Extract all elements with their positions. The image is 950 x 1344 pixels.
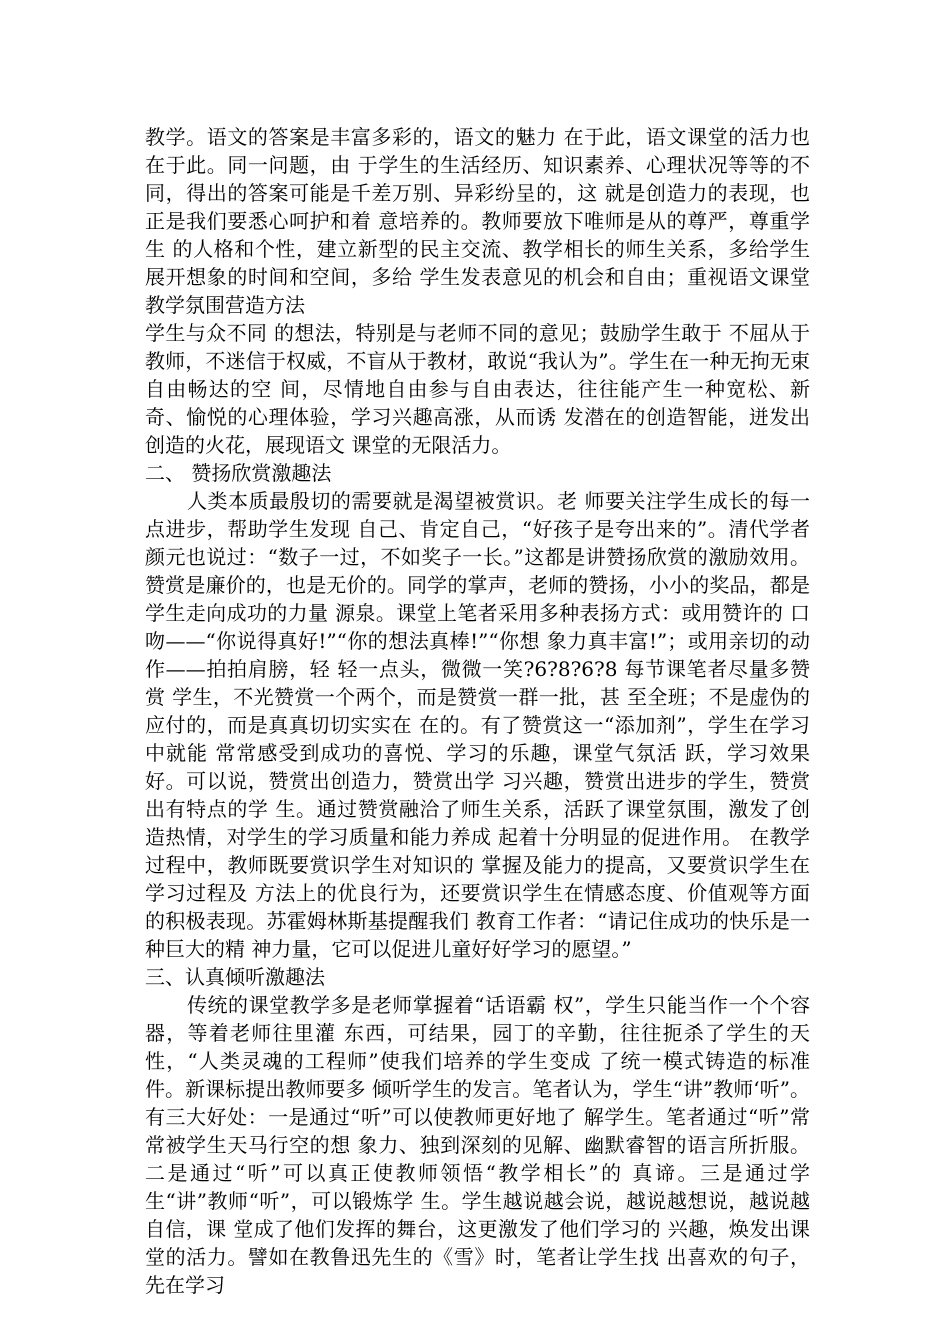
document-body: [145, 123, 810, 1299]
section-heading-praise: 二、 赞扬欣赏激趣法: [145, 461, 332, 485]
paragraph-listen: 传统的课堂教学多是老师掌握着“话语霸 权”，学生只能当作一个个容器，等着老师往里灌 东西，可结果，园丁的辛勤，往往扼杀了学生的天 性，“人类灵魂的工程师”使我们培养的学生变成 了统一模式铸造的标准件。新课标提出教师要多 倾听学生的发言。笔者认为，学生“讲”教师‘听”。有三大好处：一是通过“听”可以使教师更好地了 解学生。笔者通过“听”常常被学生天马行空的想 象力、独到深刻的见解、幽默睿智的语言所折服。二是通过“听”可以真正使教师领悟“教学相长”的 真谛。三是通过学生“讲”教师“听”，可以锻炼学 生。学生越说越会说，越说越想说，越说越自信，课 堂成了他们发挥的舞台，这更激发了他们学习的 兴趣，焕发出课堂的活力。譬如在教鲁迅先生的《雪》时，笔者让学生找 出喜欢的句子，先在学习: [145, 993, 810, 1297]
paragraph-intro: 教学。语文的答案是丰富多彩的，语文的魅力 在于此，语文课堂的活力也在于此。同一问题，由 于学生的生活经历、知识素养、心理状况等等的不 同，得出的答案可能是千差万别、异彩纷呈的，这 就是创造力的表现，也正是我们要悉心呵护和着 意培养的。教师要放下唯师是从的尊严，尊重学生 的人格和个性，建立新型的民主交流、教学相长的师生关系，多给学生展开想象的时间和空间，多给 学生发表意见的机会和自由；重视语文课堂教学氛围营造方法: [145, 125, 810, 317]
section-heading-listen: 三、认真倾听激趣法: [145, 965, 325, 989]
paragraph-praise: 人类本质最殷切的需要就是渴望被赏识。老 师要关注学生成长的每一点进步，帮助学生发现 自己、肯定自己，“好孩子是夸出来的”。清代学者 颜元也说过：“数子一过，不如奖子一长。”这都是讲赞扬欣赏的激励效用。赞赏是廉价的，也是无价的。同学的掌声，老师的赞扬，小小的奖品，都是学生走向成功的力量 源泉。课堂上笔者采用多种表扬方式：或用赞许的 口吻——“你说得真好!”“你的想法真棒!”“你想 象力真丰富!”；或用亲切的动作——拍拍肩膀，轻 轻一点头，微微一笑?6?8?6?8 每节课笔者尽量多赞赏 学生，不光赞赏一个两个，而是赞赏一群一批，甚 至全班；不是虚伪的应付的，而是真真切切实实在 在的。有了赞赏这一“添加剂”，学生在学习中就能 常常感受到成功的喜悦、学习的乐趣，课堂气氛活 跃，学习效果好。可以说，赞赏出创造力，赞赏出学 习兴趣，赞赏出进步的学生，赞赏出有特点的学 生。通过赞赏融洽了师生关系，活跃了课堂氛围，激发了创造热情，对学生的学习质量和能力养成 起着十分明显的促进作用。 在教学过程中，教师既要赏识学生对知识的 掌握及能力的提高，又要赏识学生在学习过程及 方法上的优良行为，还要赏识学生在情感态度、价值观等方面的积极表现。苏霍姆林斯基提醒我们 教育工作者：“请记住成功的快乐是一种巨大的精 神力量，它可以促进儿童好好学习的愿望。”: [145, 489, 810, 961]
paragraph-encourage: 学生与众不同 的想法，特别是与老师不同的意见；鼓励学生敢于 不屈从于教师，不迷信于权威，不盲从于教材，敢说“我认为”。学生在一种无拘无束自由畅达的空 间，尽情地自由参与自由表达，往往能产生一种宽松、新奇、愉悦的心理体验，学习兴趣高涨，从而诱 发潜在的创造智能，迸发出创造的火花，展现语文 课堂的无限活力。: [145, 321, 810, 457]
